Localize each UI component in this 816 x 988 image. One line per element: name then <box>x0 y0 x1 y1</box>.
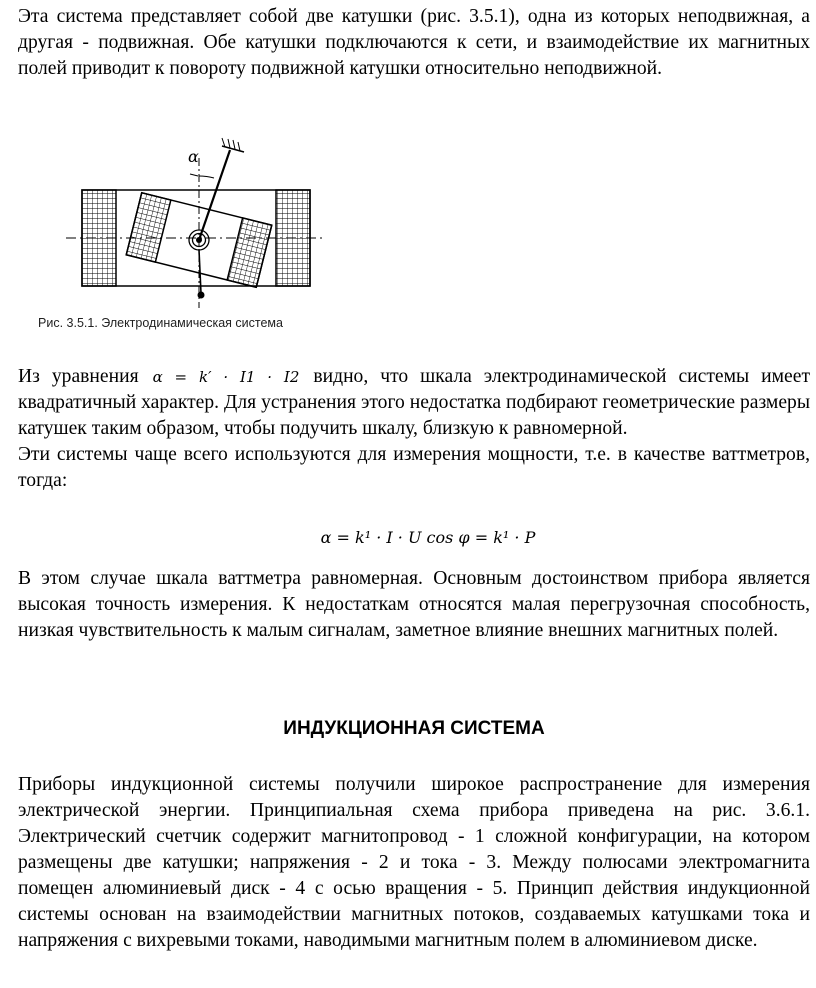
induction-paragraph: Приборы индукционной системы получили широкое распространение для измерения электрической энергии. Принципиальная схема прибора приведена на рис. 3.6.1. Электрический счетчик содержит магнитопровод - 1 сложной конфигурации, на котором размещены две катушки; напряжения - 2 и тока - 3. Между полюсами электромагнита помещен алюминиевый диск - 4 с осью вращения - 5. Принцип действия индукционной системы основан на взаимодействии магнитных потоков, создаваемых катушками тока и напряжения с вихревыми токами, наводимыми магнитным полем в алюминиевом диске. <box>18 774 810 951</box>
pointer-needle <box>199 150 230 240</box>
equation-text-block <box>18 364 810 442</box>
wattmeter-formula-block <box>18 528 810 547</box>
wattmeter-formula: α = k¹ · I · U cos φ = k¹ · P <box>320 528 536 547</box>
wattmeter-paragraph: В этом случае шкала ваттметра равномерная. Основным достоинством прибора является высокая точность измерения. К недостаткам относятся малая перегрузочная способность, низкая чувствительность к малым сигналам, заметное влияние внешних магнитных полей. <box>18 568 810 641</box>
hatched-support <box>222 138 244 152</box>
intro-paragraph: Эта система представляет собой две катушки (рис. 3.5.1), одна из которых неподвижная, а другая - подвижная. Обе катушки подключаются к сети, и взаимодействие их магнитных полей приводит к повороту подвижной катушки относительно неподвижной. <box>18 6 810 79</box>
figure-caption: Рис. 3.5.1. Электродинамическая система <box>38 316 283 330</box>
pivot-point <box>198 292 205 299</box>
equation-lead: Из уравнения <box>18 366 139 387</box>
angle-label: α <box>188 147 199 166</box>
electrodynamic-system-figure <box>62 128 362 338</box>
section-heading: ИНДУКЦИОННАЯ СИСТЕМА <box>283 718 545 739</box>
angle-arc <box>199 176 214 178</box>
inline-formula: α = k′ · I1 · I2 <box>152 368 300 386</box>
equation-paragraph <box>18 364 810 494</box>
equation-rest: видно, что шкала электродинамической системы имеет квадратичный характер. Для устранения этого недостатка подбирают геометрические размеры катушек таким образом, чтобы подучить шкалу, близкую к равномерной. <box>18 366 811 439</box>
coil-diagram <box>62 128 362 318</box>
wattmeter-intro: Эти системы чаще всего используются для измерения мощности, т.е. в качестве ваттметров, тогда: <box>18 444 810 491</box>
